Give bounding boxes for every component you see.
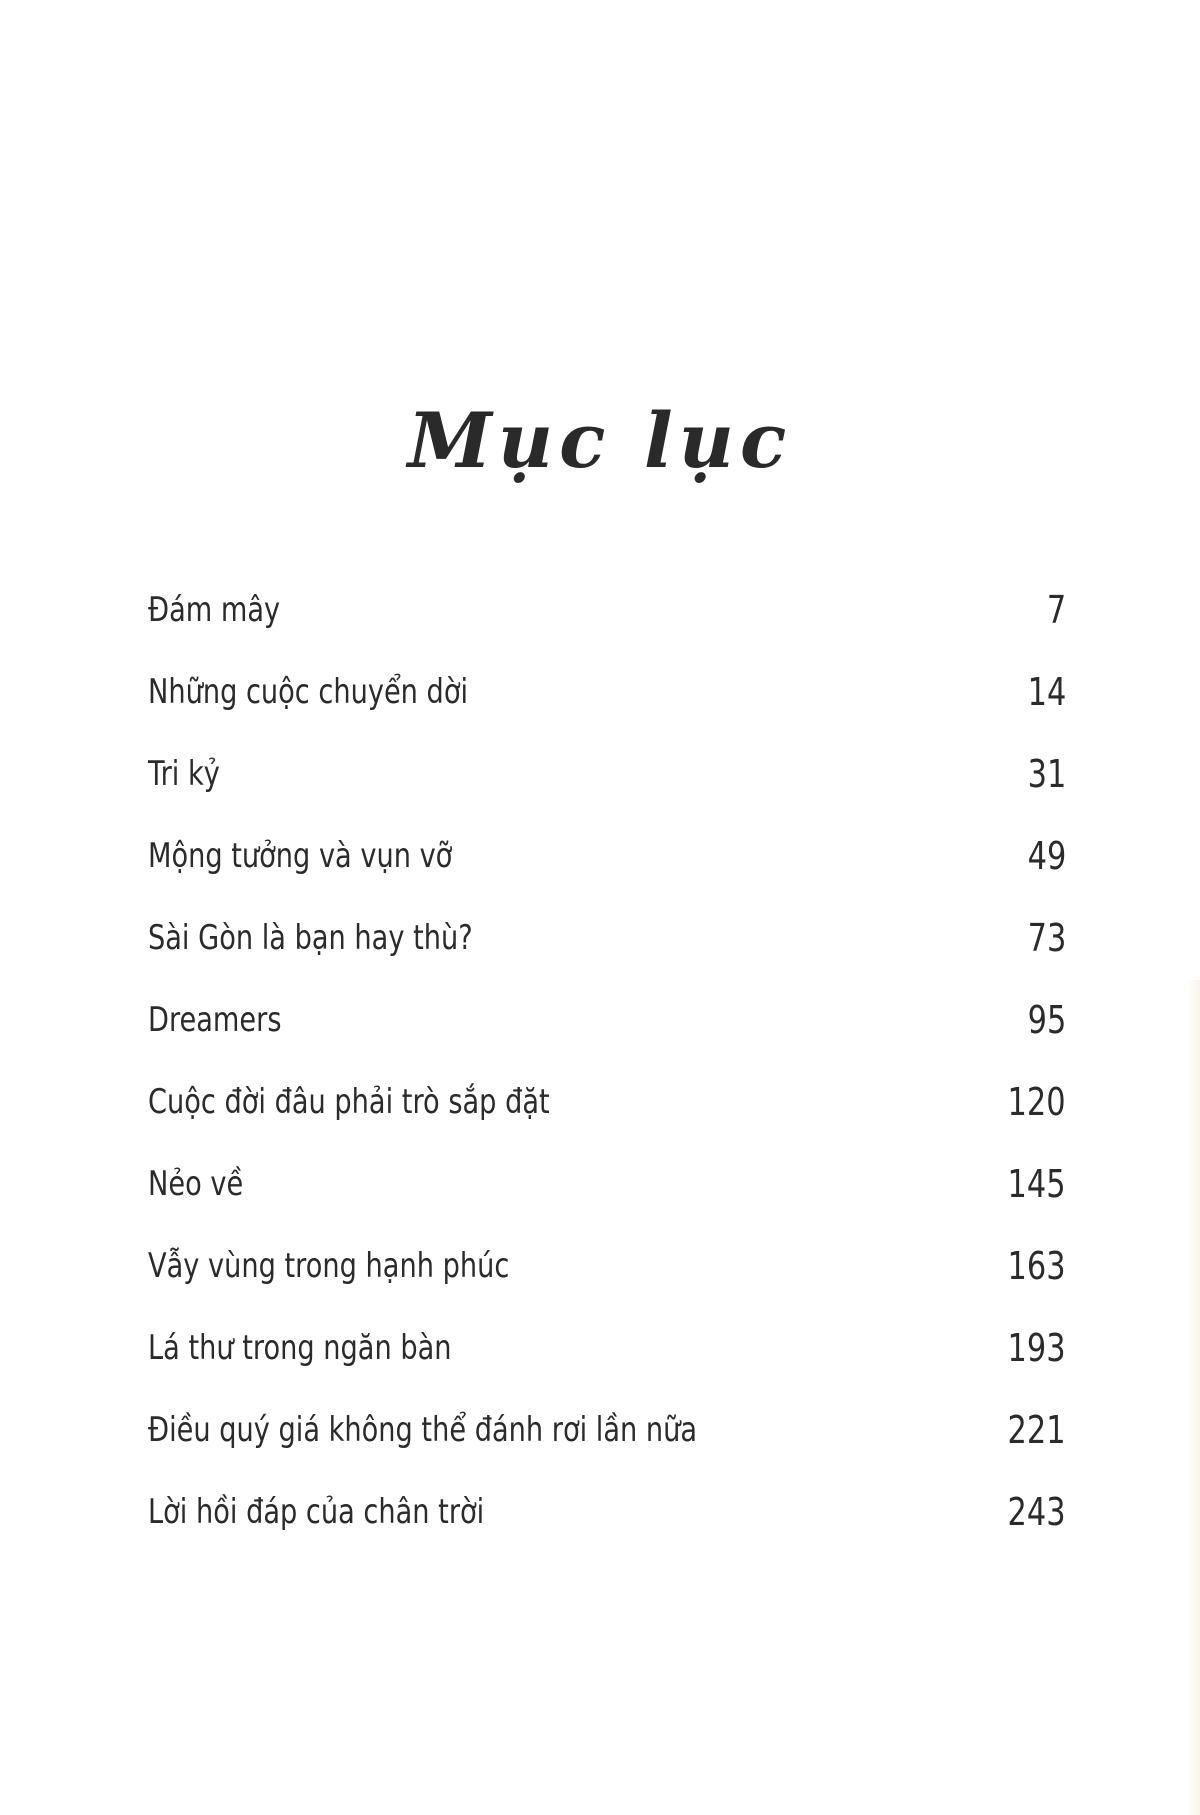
- toc-entry-page-number: 14: [1027, 670, 1066, 714]
- page-edge-shadow: [1186, 980, 1200, 1815]
- toc-entry-title: Đám mây: [148, 590, 281, 630]
- toc-entry-title: Những cuộc chuyển dời: [148, 672, 469, 712]
- toc-entry-page-number: 31: [1027, 752, 1066, 796]
- toc-entry: [148, 1077, 1066, 1159]
- toc-entry: [148, 1323, 1066, 1405]
- toc-entry-title: Lời hồi đáp của chân trời: [148, 1492, 485, 1532]
- toc-entry-title: Cuộc đời đâu phải trò sắp đặt: [148, 1082, 550, 1122]
- toc-entry-page-number: 145: [1007, 1162, 1066, 1206]
- toc-entry-title: Lá thư trong ngăn bàn: [148, 1328, 452, 1368]
- toc-entry-title: Tri kỷ: [148, 754, 220, 794]
- toc-entry: [148, 831, 1066, 913]
- toc-entry: [148, 1159, 1066, 1241]
- toc-entry: [148, 667, 1066, 749]
- toc-entry: [148, 995, 1066, 1077]
- toc-entry-page-number: 163: [1007, 1244, 1066, 1288]
- toc-entry-page-number: 49: [1027, 834, 1066, 878]
- toc-entry-page-number: 221: [1007, 1408, 1066, 1452]
- table-of-contents: [148, 585, 1066, 1569]
- toc-entry: [148, 1487, 1066, 1569]
- toc-entry: [148, 749, 1066, 831]
- toc-entry-page-number: 120: [1007, 1080, 1066, 1124]
- toc-entry: [148, 913, 1066, 995]
- toc-entry: [148, 585, 1066, 667]
- toc-entry-page-number: 73: [1027, 916, 1066, 960]
- toc-entry-title: Mộng tưởng và vụn vỡ: [148, 836, 453, 876]
- toc-entry-page-number: 193: [1007, 1326, 1066, 1370]
- toc-entry-title: Vẫy vùng trong hạnh phúc: [148, 1246, 510, 1286]
- toc-entry-page-number: 7: [1046, 588, 1066, 632]
- toc-entry-page-number: 95: [1027, 998, 1066, 1042]
- toc-entry: [148, 1405, 1066, 1487]
- toc-entry-page-number: 243: [1007, 1490, 1066, 1534]
- toc-entry-title: Điều quý giá không thể đánh rơi lần nữa: [148, 1410, 698, 1450]
- toc-entry-title: Dreamers: [148, 1000, 282, 1040]
- toc-entry: [148, 1241, 1066, 1323]
- toc-entry-title: Nẻo về: [148, 1164, 244, 1204]
- toc-entry-title: Sài Gòn là bạn hay thù?: [148, 918, 473, 958]
- toc-heading: Mục lục: [407, 395, 793, 485]
